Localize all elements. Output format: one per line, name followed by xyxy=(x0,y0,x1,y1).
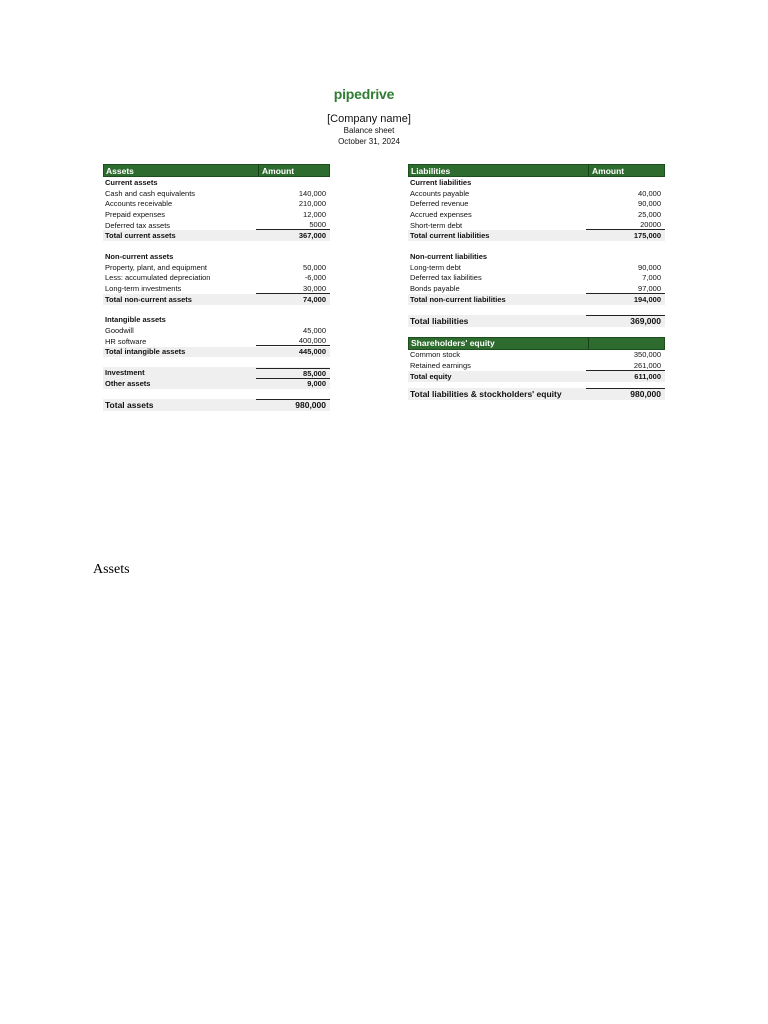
table-row: Deferred tax assets 5000 xyxy=(103,220,330,231)
table-row: Deferred revenue 90,000 xyxy=(410,199,661,209)
total-row: Total intangible assets 445,000 xyxy=(103,347,330,358)
assets-header-label: Assets xyxy=(104,165,259,176)
table-row: Retained earnings 261,000 xyxy=(408,360,665,371)
table-row: Long-term investments 30,000 xyxy=(103,283,330,294)
total-row: Total non-current liabilities 194,000 xyxy=(408,294,665,305)
table-row: Goodwill 45,000 xyxy=(105,326,326,336)
section-title: Intangible assets xyxy=(105,315,166,325)
section-title: Non-current assets xyxy=(105,251,174,261)
liabilities-column xyxy=(408,164,665,400)
table-row: Less: accumulated depreciation -6,000 xyxy=(105,273,326,283)
sheet-subtitle: Balance sheet xyxy=(343,126,395,135)
assets-header xyxy=(103,164,330,177)
section-title: Non-current liabilities xyxy=(410,251,488,261)
brand-logo: pipedrive xyxy=(333,86,395,102)
table-row: Deferred tax liabilities 7,000 xyxy=(410,273,661,283)
liabilities-header-label: Liabilities xyxy=(409,165,589,176)
other-assets-row: Other assets 9,000 xyxy=(103,378,330,389)
section-title: Current liabilities xyxy=(410,177,472,187)
total-assets-row: Total assets 980,000 xyxy=(103,399,330,411)
equity-header xyxy=(408,337,665,350)
table-row: Bonds payable 97,000 xyxy=(408,283,665,294)
investment-row: Investment 85,000 xyxy=(103,367,330,378)
company-name: [Company name] xyxy=(327,113,411,125)
section-title: Current assets xyxy=(105,177,158,187)
table-row: HR software 400,000 xyxy=(103,336,330,347)
equity-header-label: Shareholders' equity xyxy=(409,338,589,349)
total-row: Total current liabilities 175,000 xyxy=(408,230,665,241)
total-row: Total equity 611,000 xyxy=(408,371,665,382)
grand-total-row: Total liabilities & stockholders' equity 980,000 xyxy=(408,388,665,400)
liabilities-header-amount: Amount xyxy=(592,165,625,176)
table-row: Long-term debt 90,000 xyxy=(410,262,661,272)
liabilities-header xyxy=(408,164,665,177)
table-row: Accounts receivable 210,000 xyxy=(105,199,326,209)
table-row: Accounts payable 40,000 xyxy=(410,188,661,198)
total-row: Total non-current assets 74,000 xyxy=(103,294,330,305)
table-row: Common stock 350,000 xyxy=(410,350,661,360)
table-row: Accrued expenses 25,000 xyxy=(410,209,661,219)
assets-column xyxy=(103,164,330,411)
table-row: Short-term debt 20000 xyxy=(408,220,665,231)
caption-text: Assets xyxy=(93,562,130,577)
assets-header-amount: Amount xyxy=(262,165,295,176)
table-row: Property, plant, and equipment 50,000 xyxy=(105,262,326,272)
balance-sheet-image xyxy=(0,0,768,430)
sheet-date: October 31, 2024 xyxy=(338,137,400,146)
table-row: Prepaid expenses 12,000 xyxy=(105,209,326,219)
total-liabilities-row: Total liabilities 369,000 xyxy=(408,315,665,327)
table-row: Cash and cash equivalents 140,000 xyxy=(105,188,326,198)
total-row: Total current assets 367,000 xyxy=(103,230,330,241)
